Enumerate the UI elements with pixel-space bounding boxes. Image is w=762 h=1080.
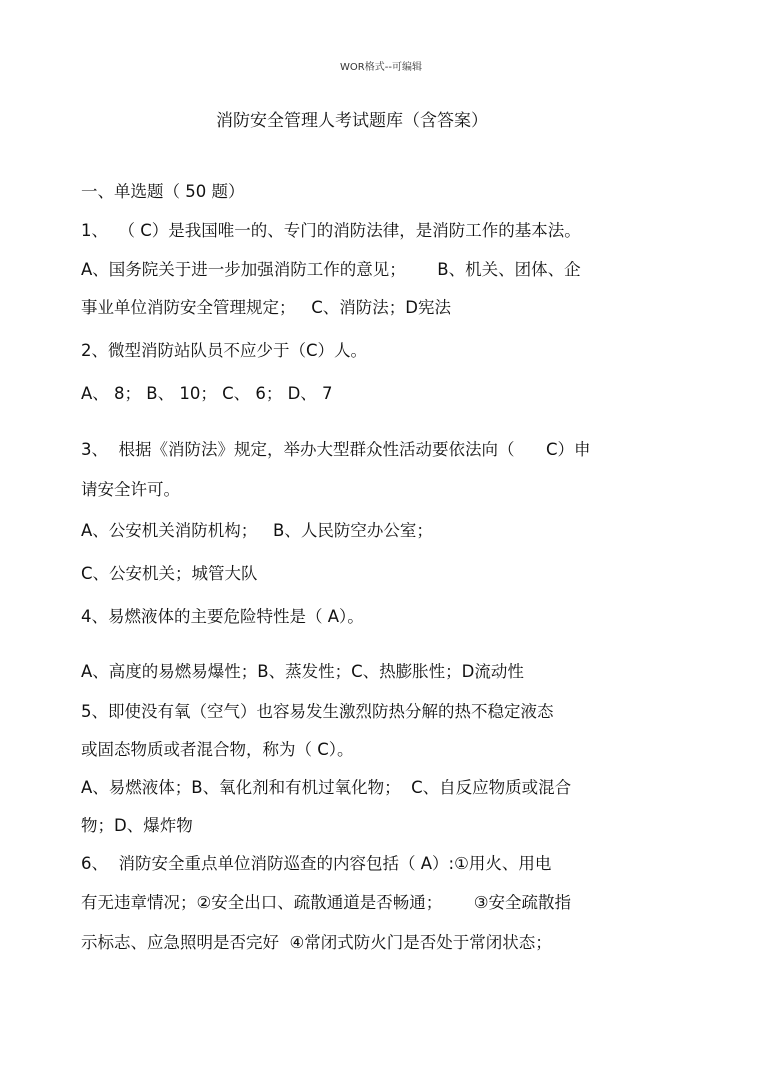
- question-line: 3、 根据《消防法》规定，举办大型群众性活动要依法向（ C）申: [81, 440, 591, 459]
- question-line: 1、 （ C）是我国唯一的、专门的消防法律，是消防工作的基本法。: [81, 221, 581, 240]
- option-line: A、 8； B、 10； C、 6； D、 7: [81, 384, 333, 403]
- question-line: 2、微型消防站队员不应少于（C）人。: [81, 341, 368, 360]
- option-line: A、易燃液体；B、氧化剂和有机过氧化物； C、自反应物质或混合: [81, 778, 572, 797]
- option-line: 事业单位消防安全管理规定； C、消防法；D宪法: [81, 298, 451, 317]
- option-line: 物；D、爆炸物: [81, 816, 193, 835]
- section-heading: 一、单选题（ 50 题）: [81, 182, 245, 201]
- question-line: 请安全许可。: [81, 480, 180, 499]
- question-line: 6、 消防安全重点单位消防巡查的内容包括（ A）:①用火、用电: [81, 854, 552, 873]
- header-note: WOR格式--可编辑: [340, 62, 422, 73]
- question-line: 有无违章情况；②安全出口、疏散通道是否畅通； ③安全疏散指: [81, 893, 572, 912]
- document-title: 消防安全管理人考试题库（含答案）: [216, 111, 488, 131]
- question-line: 5、即使没有氧（空气）也容易发生激烈防热分解的热不稳定液态: [81, 702, 554, 721]
- option-line: C、公安机关；城管大队: [81, 564, 258, 583]
- question-line: 示标志、应急照明是否完好 ④常闭式防火门是否处于常闭状态；: [81, 933, 552, 952]
- option-line: A、公安机关消防机构； B、人民防空办公室；: [81, 521, 433, 540]
- question-line: 或固态物质或者混合物，称为（ C）。: [81, 740, 354, 759]
- question-line: 4、易燃液体的主要危险特性是（ A）。: [81, 607, 364, 626]
- option-line: A、高度的易燃易爆性；B、蒸发性；C、热膨胀性；D流动性: [81, 662, 524, 681]
- option-line: A、国务院关于进一步加强消防工作的意见； B、机关、团体、企: [81, 260, 581, 279]
